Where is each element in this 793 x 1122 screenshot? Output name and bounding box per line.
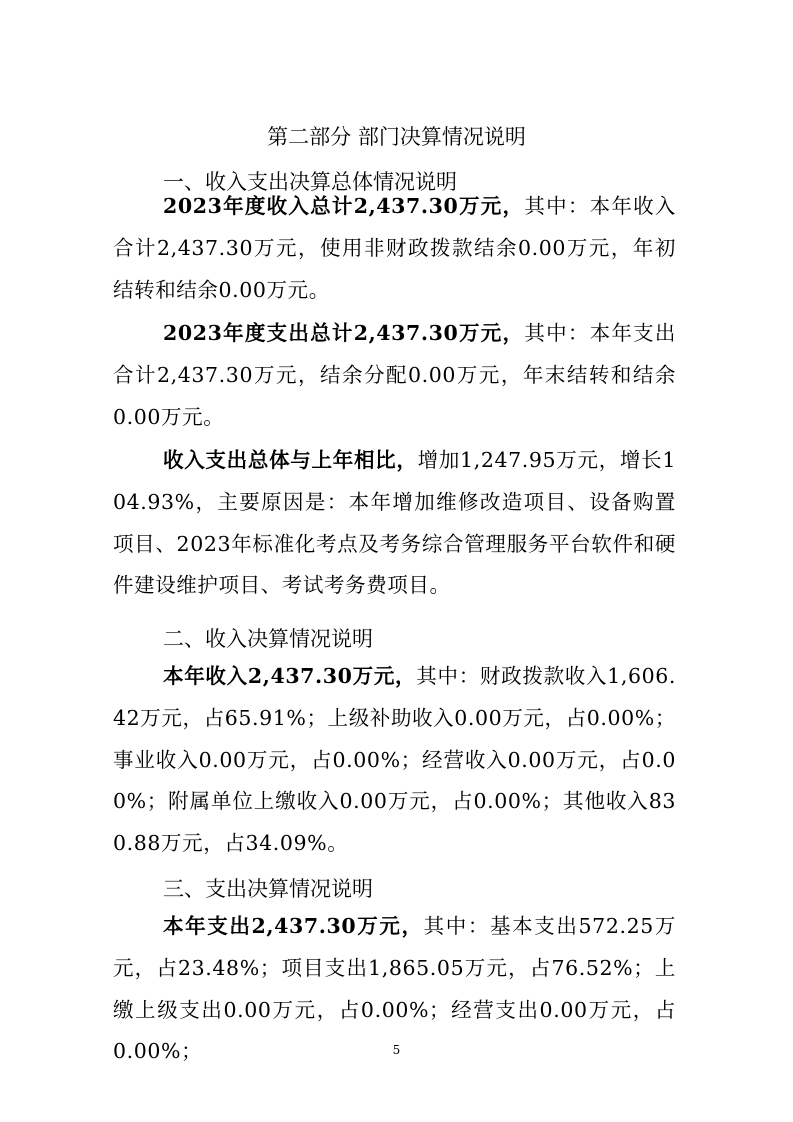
paragraph-income-detail [113, 656, 676, 865]
paragraph-body: 其中：本年支出合计2,437.30万元，结余分配0.00万元，年末结转和结余0.00万元。 [113, 321, 676, 429]
paragraph-body: 其中：财政拨款收入1,606.42万元，占65.91%；上级补助收入0.00万元，占0.00%；事业收入0.00万元，占0.00%；经营收入0.00万元，占0.00%；附属单位上缴收入0.00万元，占0.00%；其他收入830.88万元，占34.09%。 [113, 664, 677, 856]
section-heading-income: 二、收入决算情况说明 [163, 627, 373, 651]
paragraph-lead: 收入支出总体与上年相比， [163, 448, 418, 472]
paragraph-body: 其中：基本支出572.25万元，占23.48%；项目支出1,865.05万元，占76.52%；上缴上级支出0.00万元，占0.00%；经营支出0.00万元，占0.00%； [113, 914, 676, 1064]
page-title: 第二部分 部门决算情况说明 [267, 125, 526, 149]
section-heading-expenditure: 三、支出决算情况说明 [163, 877, 373, 901]
page-number: 5 [392, 1043, 401, 1057]
paragraph-lead: 本年收入2,437.30万元， [163, 664, 417, 688]
paragraph-year-comparison [113, 440, 676, 607]
paragraph-lead: 2023年度收入总计2,437.30万元， [163, 194, 525, 218]
paragraph-total-expenditure [113, 313, 676, 438]
paragraph-lead: 2023年度支出总计2,437.30万元， [163, 321, 525, 345]
paragraph-body: 其中：本年收入合计2,437.30万元，使用非财政拨款结余0.00万元，年初结转和结余0.00万元。 [113, 194, 676, 302]
section-heading-overall: 一、收入支出决算总体情况说明 [163, 170, 457, 194]
paragraph-lead: 本年支出2,437.30万元， [163, 914, 424, 938]
paragraph-total-income [113, 186, 676, 311]
paragraph-body: 增加1,247.95万元，增长104.93%，主要原因是：本年增加维修改造项目、设备购置项目、2023年标准化考点及考务综合管理服务平台软件和硬件建设维护项目、考试考务费项目。 [113, 448, 676, 598]
